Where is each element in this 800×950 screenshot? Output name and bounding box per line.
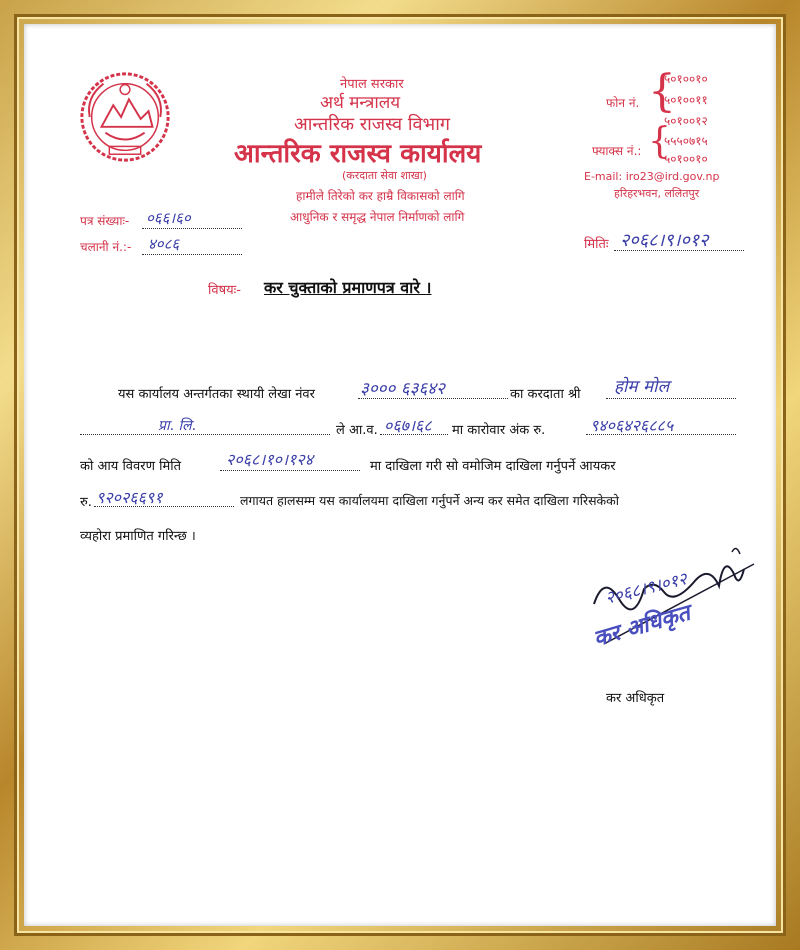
letter-no-label: पत्र संख्याः- [80,214,130,228]
fax-label: फ्याक्स नं.: [592,144,642,158]
body-line1-b: का करदाता श्री [510,387,581,402]
income-tax-dots [94,506,234,507]
subject-text: कर चुक्ताको प्रमाणपत्र वारे । [264,278,432,297]
body-line3-a: को आय विवरण मिति [80,459,182,474]
body-line5: व्यहोरा प्रमाणित गरिन्छ । [80,529,196,544]
fax-1: ५५५०७१५ [664,134,708,148]
turnover-dots [586,434,736,435]
body-line4-b: लगायत हालसम्म यस कार्यालयमा दाखिला गर्नुपर्ने अन्य कर समेत दाखिला गरिसकेको [240,493,619,508]
company-suffix: प्रा. लि. [158,418,197,434]
slogan-two: आधुनिक र समृद्ध नेपाल निर्माणको लागि [290,210,465,224]
income-tax-amount: ९२०२६६९१ [96,488,163,507]
address-text: हरिहरभवन, ललितपुर [614,187,700,200]
email-text: E-mail: iro23@ird.gov.np [584,170,720,183]
date-label: मितिः [584,237,609,252]
certificate-paper [24,24,776,926]
company-dots [80,434,330,435]
branch-name: (करदाता सेवा शाखा) [342,169,427,182]
phone-2: ५०१००११ [664,93,708,107]
phone-3: ५०१००१२ [664,114,708,128]
taxpayer-dots [606,398,736,399]
body-line3-b: मा दाखिला गरी सो वमोजिम दाखिला गर्नुपर्ने आयकर [370,459,616,474]
letter-no-value: ०६६।६० [146,209,191,227]
turnover-amount: ९४०६४२६८८५ [590,416,674,435]
pan-dots [358,398,508,399]
slogan-one: हामीले तिरेको कर हाम्रै विकासको लागि [296,189,465,203]
body-line4-a: रु. [80,495,92,510]
dispatch-no-label: चलानी नं.:- [80,240,132,254]
phone-brace: { [648,66,676,117]
body-line2-b: मा कारोवार अंक रु. [452,423,546,438]
subject-label: विषयः- [208,283,241,298]
phone-1: ५०१००१० [664,72,708,86]
fax-2: ५०१००१० [664,152,708,166]
body-line2-a: ले आ.व. [336,423,378,438]
return-date: २०६८।१०।१२४ [226,450,314,469]
date-value: २०६८।९।०१२ [620,230,709,251]
government-name: नेपाल सरकार [340,77,404,92]
fiscal-year: ०६७।६८ [384,416,432,435]
stamp-title: कर अधिकृत [590,599,693,653]
fiscal-year-dots [380,434,448,435]
ministry-name: अर्थ मन्त्रालय [320,93,401,113]
body-line1-a: यस कार्यालय अन्तर्गतका स्थायी लेखा नंवर [118,387,315,402]
return-date-dots [220,470,360,471]
pan-number: ३००० ६३६४२ [360,379,445,399]
officer-title: कर अधिकृत [606,691,665,706]
taxpayer-name: होम मोल [614,377,670,397]
phone-label: फोन नं. [606,96,640,110]
department-name: आन्तरिक राजस्व विभाग [294,114,451,135]
dispatch-no-dots [142,254,242,255]
fax-brace: { [648,121,671,162]
date-dots [614,250,744,251]
stamp-date: २०६८।९।०१२ [603,569,690,609]
dispatch-no-value: ४०८६ [148,235,180,253]
office-name: आन्तरिक राजस्व कार्यालय [234,139,482,169]
nepal-emblem-icon [76,68,174,166]
letter-no-dots [142,228,242,229]
